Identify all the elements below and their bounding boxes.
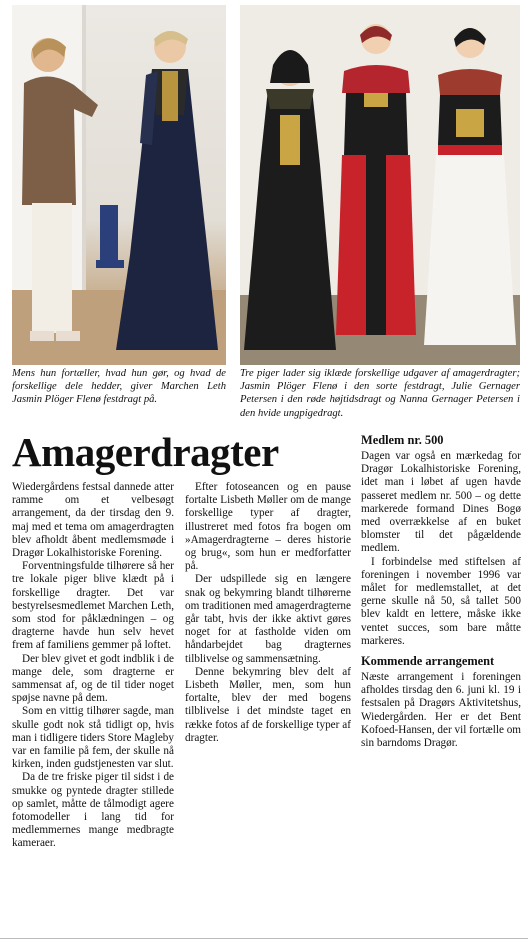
article-column-3 <box>361 433 521 750</box>
paragraph: Næste arrangement i foreningen afholdes tirsdag den 6. juni kl. 19 i festsalen på Dragørs Aktivitetshus, Wiedergården. Her er det Bent Kofoed-Hansen, der vil fortælle om sin barndoms Dragør. <box>361 671 522 750</box>
paragraph: Efter fotoseancen og en pause fortalte Lisbeth Møller om de mange forskellige typer af dragter, illustreret med fotos fra bogen om »Amagerdragterne – deres historie og brug«, som hun er medforfatter på. <box>185 481 351 573</box>
paragraph: Som en vittig tilhører sagde, man skulle godt nok stå tidligt op, hvis man i tidligere tiders Store Magleby var en familie på fem, der skulle nå kirken, inden gudstjenesten var slut. <box>12 705 174 771</box>
article-headline: Amagerdragter <box>12 429 279 475</box>
subheading-member-500: Medlem nr. 500 <box>361 433 444 447</box>
article-column-1 <box>12 481 174 851</box>
article-column-2 <box>185 481 351 745</box>
paragraph: Dagen var også en mærkedag for Dragør Lokalhistoriske Forening, idet man i løbet af ugen havde passeret medlem nr. 500 – og dette markerede formand Dines Bogø med overrækkelse af en buket blomster til det pågældende medlem. <box>361 450 521 555</box>
photo-girls-illustration <box>240 5 520 365</box>
bottom-rule <box>0 938 528 939</box>
photo-three-girls-costumes <box>240 5 520 365</box>
paragraph: I forbindelse med stiftelsen af foreningen i november 1996 var målet for medlemstallet, at det gerne skulle nå 50, så tallet 500 blev kaldt en lettere, måske ikke ventet succes, som bare måtte markeres. <box>361 555 521 647</box>
paragraph: Der udspillede sig en længere snak og bekymring blandt tilhørerne om traditionen med amagerdragterne går tabt, hvis der ikke aktivt gøres noget for at fastholde viden om håndarbejdet bag dragternes tilblivelse og sammensætning. <box>185 573 351 665</box>
subheading-upcoming-event: Kommende arrangement <box>361 654 495 669</box>
paragraph: Denne bekymring blev delt af Lisbeth Møller, men, som hun fortalte, blev der med bogens tilblivelse i det mindste taget en række fotos af de forskellige typer af dragter. <box>185 665 351 744</box>
paragraph: Der blev givet et godt indblik i de mange dele, som dragterne er sammensat af, og de til tider noget spøjse navne på dem. <box>12 652 174 705</box>
paragraph: Da de tre friske piger til sidst i de smukke og pyntede dragter stillede op samlet, måtte de tålmodigt agere fotomodeller i lang tid for medlemmernes mange medbragte kameraer. <box>12 771 174 850</box>
paragraph: Wiedergårdens festsal dannede atter ramme om et velbesøgt arrangement, da der tirsdag den 9. maj med et tema om amagerdragten blev afholdt åbent medlemsmøde i Dragør Lokalhistoriske Forening. <box>12 481 174 560</box>
photo-caption-right: Tre piger lader sig iklæde forskellige udgaver af amagerdragter; Jasmin Plöger Flenø i den sorte festdragt, Julie Gernager Petersen i den røde højtidsdragt og Nanna Gernager Petersen i den hvide ungpigedragt. <box>240 368 520 419</box>
paragraph: Forventningsfulde tilhørere så her tre lokale piger blive klædt på i forskellige dragter. Det var bestyrelsesmedlemet Marchen Leth, som stod for påklædningen – og dragterne havde hun selv hevet frem af familiens gemmer på loftet. <box>12 560 174 652</box>
photo-dressing-costume <box>12 5 226 365</box>
photo-caption-left: Mens hun fortæller, hvad hun gør, og hvad de forskellige dele hedder, giver Marchen Leth Jasmin Plöger Flenø festdragt på. <box>12 368 226 406</box>
photo-dressing-illustration <box>12 5 226 365</box>
